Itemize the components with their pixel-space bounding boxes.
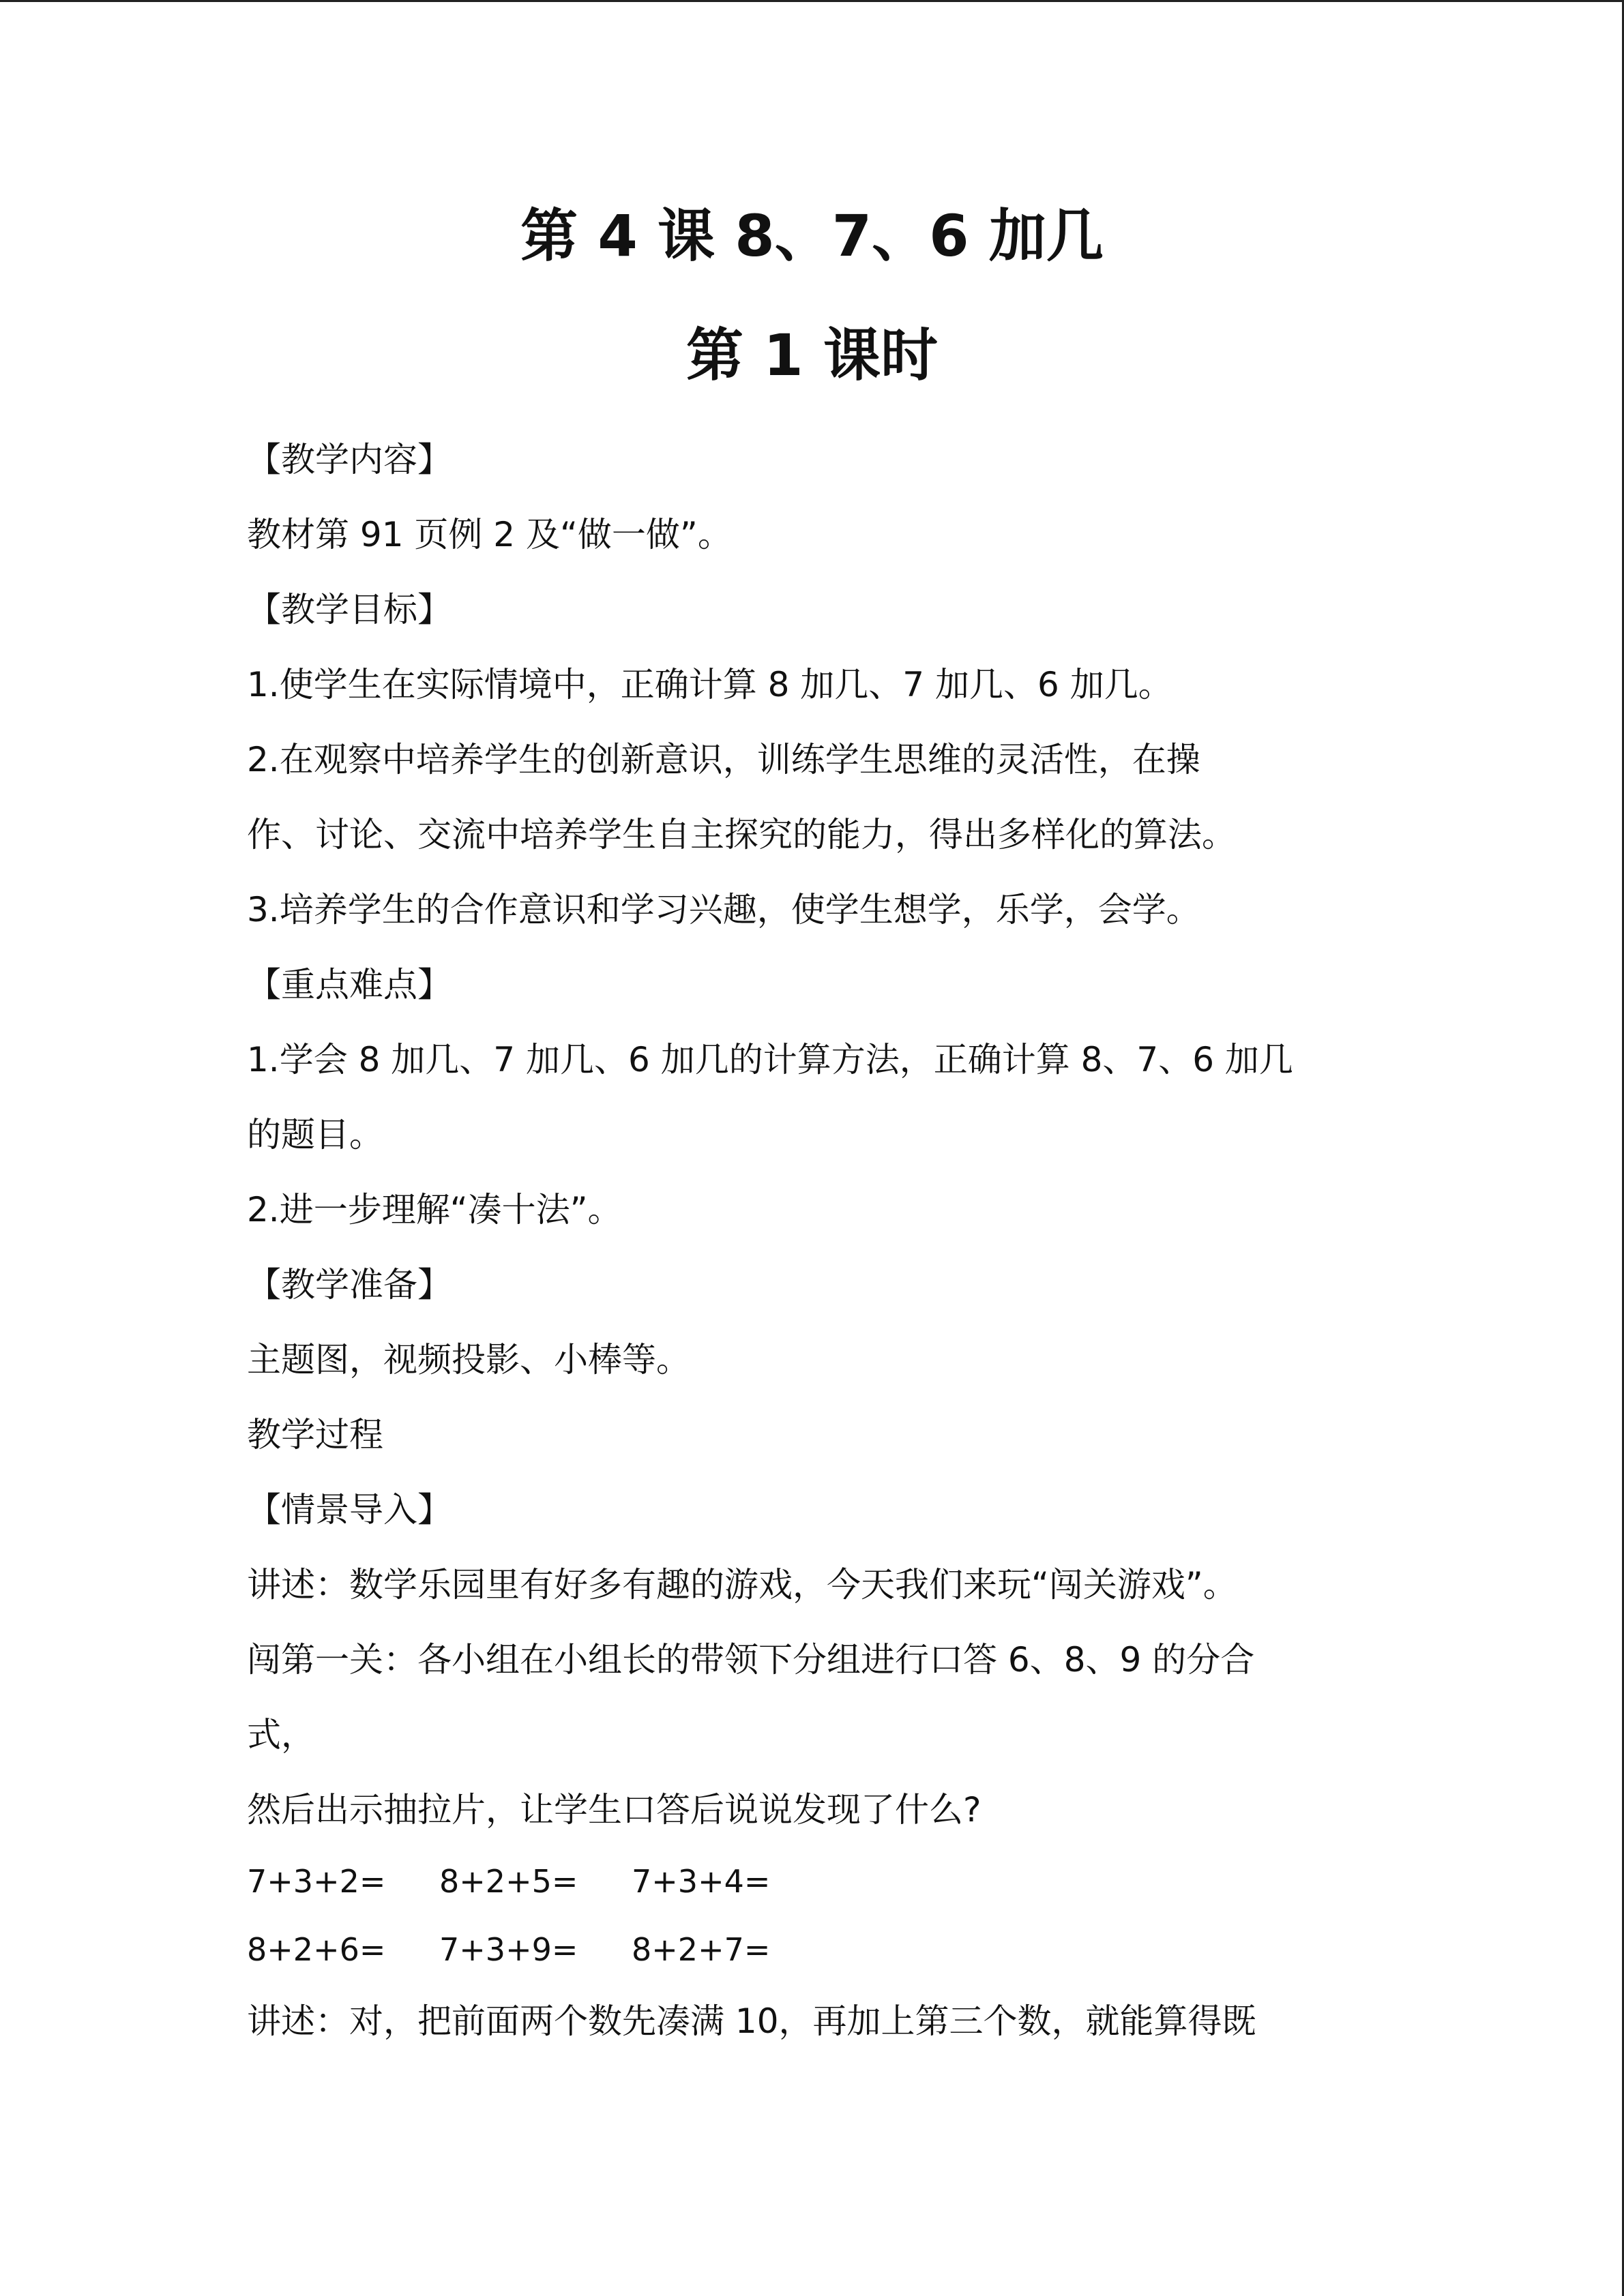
body-line: 的题目。 <box>247 1115 383 1154</box>
section-heading-intro: 【情景导入】 <box>247 1490 452 1530</box>
body-line: 1.学会 8 加几、7 加几、6 加几的计算方法，正确计算 8、7、6 加几 <box>247 1040 1293 1079</box>
section-heading-key-points: 【重点难点】 <box>247 965 452 1004</box>
section-heading-content: 【教学内容】 <box>247 440 452 479</box>
equation: 7+3+2= <box>247 1863 386 1900</box>
lesson-subtitle: 第 1 课时 <box>686 322 938 389</box>
body-line: 式， <box>247 1715 315 1755</box>
equation: 8+2+7= <box>632 1931 771 1968</box>
body-line: 1.使学生在实际情境中，正确计算 8 加几、7 加几、6 加几。 <box>247 665 1172 704</box>
equation: 7+3+4= <box>632 1863 771 1900</box>
equation: 7+3+9= <box>439 1931 578 1968</box>
section-heading-preparation: 【教学准备】 <box>247 1265 452 1304</box>
body-line: 主题图，视频投影、小棒等。 <box>247 1340 690 1380</box>
body-line: 闯第一关：各小组在小组长的带领下分组进行口答 6、8、9 的分合 <box>247 1640 1255 1680</box>
equation-row <box>247 1915 1379 1984</box>
body-line: 3.培养学生的合作意识和学习兴趣，使学生想学，乐学，会学。 <box>247 890 1200 929</box>
body-line: 讲述：数学乐园里有好多有趣的游戏，今天我们来玩“闯关游戏”。 <box>247 1565 1237 1605</box>
body-line: 然后出示抽拉片，让学生口答后说说发现了什么? <box>247 1790 981 1830</box>
body-line: 2.进一步理解“凑十法”。 <box>247 1190 622 1229</box>
equation-row <box>247 1847 1379 1915</box>
section-heading-goals: 【教学目标】 <box>247 590 452 629</box>
lesson-title: 第 4 课 8、7、6 加几 <box>520 203 1104 269</box>
body-line: 2.在观察中培养学生的创新意识，训练学生思维的灵活性，在操 <box>247 740 1200 779</box>
lesson-body <box>247 422 1379 2059</box>
equation: 8+2+6= <box>247 1931 386 1968</box>
equation: 8+2+5= <box>439 1863 578 1900</box>
teaching-process-label: 教学过程 <box>247 1415 383 1455</box>
body-line: 作、讨论、交流中培养学生自主探究的能力，得出多样化的算法。 <box>247 815 1236 854</box>
body-line: 教材第 91 页例 2 及“做一做”。 <box>247 515 732 554</box>
body-line: 讲述：对，把前面两个数先凑满 10，再加上第三个数，就能算得既 <box>247 2001 1256 2041</box>
